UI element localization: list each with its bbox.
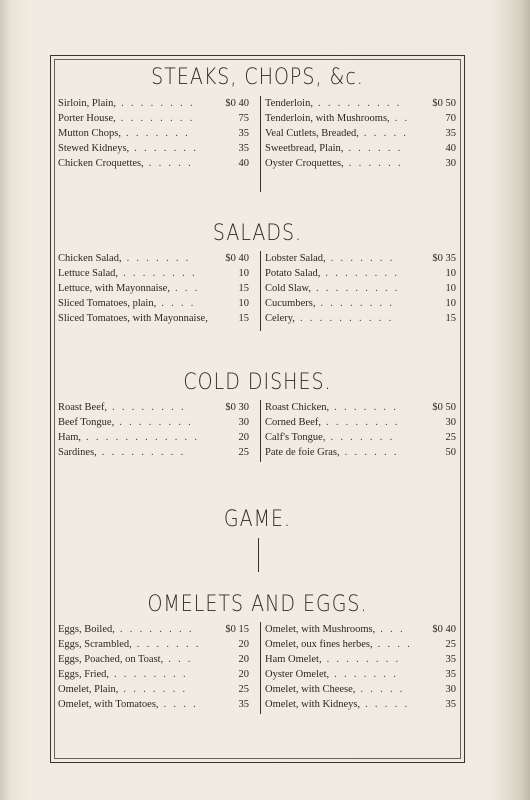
menu-item-name: Sirloin, Plain, (58, 98, 117, 109)
menu-item (265, 296, 460, 311)
column-divider (260, 96, 261, 192)
leader-dots: . . . . . . (348, 143, 403, 154)
menu-item (265, 126, 460, 141)
menu-item (58, 126, 253, 141)
section-title-omelets: OMELETS AND EGGS. (147, 591, 368, 617)
menu-item (265, 415, 460, 430)
menu-item-price: $0 35 (432, 253, 456, 264)
menu-item-name: Celery, (265, 313, 295, 324)
menu-item (265, 311, 460, 326)
menu-item-price: 35 (445, 654, 456, 665)
menu-item-name: Cold Slaw, (265, 283, 311, 294)
leader-dots: . . . (168, 654, 193, 665)
menu-item-price: 10 (445, 298, 456, 309)
leader-dots: . . . . . . . (334, 669, 399, 680)
menu-item-name: Omelet, with Kidneys, (265, 699, 361, 710)
leader-dots: . . . . . (365, 699, 410, 710)
menu-item-price: 35 (238, 128, 249, 139)
menu-item-name: Eggs, Scrambled, (58, 639, 132, 650)
section-title-cold-dishes: COLD DISHES. (183, 369, 332, 395)
leader-dots: . . . . (161, 298, 196, 309)
cold-left-column (58, 400, 253, 460)
leader-dots: . . . . . . . . (325, 417, 400, 428)
leader-dots: . . (394, 113, 410, 124)
leader-dots: . . . . . . . . . (316, 283, 400, 294)
section-cold-dishes (58, 400, 460, 464)
menu-item (265, 141, 460, 156)
section-steaks (58, 96, 460, 192)
column-divider (260, 400, 261, 462)
menu-item (58, 415, 253, 430)
menu-item-name: Roast Chicken, (265, 402, 330, 413)
menu-item-name: Cucumbers, (265, 298, 316, 309)
leader-dots: . . . . . . . . (119, 417, 194, 428)
menu-item-price: 10 (445, 268, 456, 279)
menu-item-price: $0 15 (225, 624, 249, 635)
column-divider (260, 251, 261, 331)
menu-item-price: 25 (445, 639, 456, 650)
menu-item-name: Omelet, with Cheese, (265, 684, 356, 695)
menu-item-price: 10 (445, 283, 456, 294)
menu-item (58, 156, 253, 171)
leader-dots: . . . . (377, 639, 413, 650)
menu-item-name: Eggs, Poached, on Toast, (58, 654, 164, 665)
section-title-salads: SALADS. (212, 220, 303, 246)
leader-dots: . . . . . . . (136, 639, 201, 650)
menu-item (265, 682, 460, 697)
menu-item (58, 667, 253, 682)
menu-item-price: 25 (238, 684, 249, 695)
menu-item-name: Omelet, oux fines herbes, (265, 639, 373, 650)
menu-item-price: 30 (445, 684, 456, 695)
leader-dots: . . . . . . . . . . . . (86, 432, 200, 443)
menu-item-price: $0 40 (225, 98, 249, 109)
menu-item-name: Tenderloin, with Mushrooms, (265, 113, 390, 124)
leader-dots: . . . . . . . (126, 253, 191, 264)
menu-item-name: Pate de foie Gras, (265, 447, 340, 458)
menu-item (58, 697, 253, 712)
menu-item-name: Lobster Salad, (265, 253, 326, 264)
menu-item-price: 20 (238, 432, 249, 443)
menu-item (265, 96, 460, 111)
cold-right-column (265, 400, 460, 460)
menu-item-name: Ham, (58, 432, 82, 443)
menu-item-price: 30 (445, 417, 456, 428)
menu-item-price: 25 (445, 432, 456, 443)
menu-item (265, 622, 460, 637)
leader-dots: . . . . . . . (334, 402, 399, 413)
leader-dots: . . . . . . . . . . (299, 313, 394, 324)
leader-dots: . . . . . . . . (120, 113, 195, 124)
leader-dots: . . . . . . . . (325, 268, 400, 279)
game-divider (258, 538, 259, 572)
menu-item-name: Omelet, with Tomatoes, (58, 699, 159, 710)
leader-dots: . . . . . . . . . (317, 98, 402, 109)
menu-item (58, 141, 253, 156)
menu-item-price: 35 (445, 128, 456, 139)
menu-item-price: 75 (238, 113, 249, 124)
leader-dots: . . . . (163, 699, 199, 710)
leader-dots: . . . . . . . (134, 143, 199, 154)
menu-item (58, 637, 253, 652)
menu-item-name: Veal Cutlets, Breaded, (265, 128, 359, 139)
menu-item-name: Chicken Salad, (58, 253, 122, 264)
menu-item (58, 96, 253, 111)
menu-item (58, 445, 253, 460)
leader-dots: . . . . . . . . (114, 669, 188, 680)
menu-item (58, 266, 253, 281)
menu-item-name: Lettuce, with Mayonnaise, (58, 283, 170, 294)
menu-item-name: Calf's Tongue, (265, 432, 326, 443)
menu-item-name: Eggs, Boiled, (58, 624, 115, 635)
leader-dots: . . . . . (148, 158, 194, 169)
menu-item-price: 20 (238, 669, 249, 680)
leader-dots: . . . . . (363, 128, 409, 139)
omelets-right-column (265, 622, 460, 712)
menu-item-price: 10 (238, 298, 249, 309)
menu-item-name: Eggs, Fried, (58, 669, 110, 680)
menu-item-price: 30 (445, 158, 456, 169)
menu-item-price: $0 30 (225, 402, 249, 413)
leader-dots: . . . . . . . . (119, 624, 194, 635)
menu-item-price: 10 (238, 268, 249, 279)
menu-item-price: $0 40 (225, 253, 249, 264)
menu-item-name: Sliced Tomatoes, with Mayonnaise, (58, 313, 208, 324)
menu-item-price: 35 (238, 699, 249, 710)
menu-item-name: Potato Salad, (265, 268, 321, 279)
menu-item (265, 266, 460, 281)
menu-item-price: 15 (238, 283, 249, 294)
menu-item (58, 400, 253, 415)
menu-item-name: Lettuce Salad, (58, 268, 119, 279)
leader-dots: . . . . . . . . (123, 268, 197, 279)
menu-item-price: 35 (238, 143, 249, 154)
leader-dots: . . . . . . (344, 447, 399, 458)
leader-dots: . . . (174, 283, 200, 294)
menu-item (58, 251, 253, 266)
leader-dots: . . . . . . . (330, 432, 395, 443)
menu-item-price: 40 (238, 158, 249, 169)
menu-item-price: 70 (445, 113, 456, 124)
leader-dots: . . . . . . . . (121, 98, 195, 109)
menu-item (265, 430, 460, 445)
menu-item-name: Stewed Kidneys, (58, 143, 130, 154)
menu-item (265, 111, 460, 126)
section-title-game: GAME. (223, 506, 292, 532)
section-salads (58, 251, 460, 331)
leader-dots: . . . . . . (348, 158, 403, 169)
omelets-left-column (58, 622, 253, 712)
menu-item-price: 25 (238, 447, 249, 458)
menu-item-price: 15 (445, 313, 456, 324)
menu-item-price: $0 40 (432, 624, 456, 635)
menu-item (58, 430, 253, 445)
leader-dots: . . . . . (360, 684, 405, 695)
menu-item-price: 50 (445, 447, 456, 458)
menu-item-price: $0 50 (432, 98, 456, 109)
leader-dots: . . . . . . . . . (101, 447, 186, 458)
menu-item-name: Beef Tongue, (58, 417, 115, 428)
menu-item-name: Ham Omelet, (265, 654, 322, 665)
menu-item (265, 697, 460, 712)
menu-item (265, 400, 460, 415)
menu-item-price: 20 (238, 654, 249, 665)
menu-item (265, 251, 460, 266)
menu-item-name: Oyster Croquettes, (265, 158, 344, 169)
salads-left-column (58, 251, 253, 326)
leader-dots: . . . . . . . (126, 128, 191, 139)
menu-item (58, 622, 253, 637)
leader-dots: . . . . . . . . (112, 402, 186, 413)
menu-item-name: Omelet, Plain, (58, 684, 119, 695)
menu-item-name: Sardines, (58, 447, 97, 458)
menu-item (265, 445, 460, 460)
leader-dots: . . . . . . . . (326, 654, 401, 665)
steaks-right-column (265, 96, 460, 171)
steaks-left-column (58, 96, 253, 171)
menu-item (58, 281, 253, 296)
menu-item (58, 311, 253, 326)
menu-item (58, 111, 253, 126)
menu-item-name: Mutton Chops, (58, 128, 122, 139)
menu-item-price: 40 (445, 143, 456, 154)
leader-dots: . . . (380, 624, 405, 635)
menu-item (265, 667, 460, 682)
menu-item (265, 281, 460, 296)
section-omelets (58, 622, 460, 714)
menu-item-price: $0 50 (432, 402, 456, 413)
menu-item-name: Omelet, with Mushrooms, (265, 624, 376, 635)
menu-item-price: 35 (445, 669, 456, 680)
menu-item-name: Roast Beef, (58, 402, 107, 413)
menu-item-price: 35 (445, 699, 456, 710)
menu-item (58, 652, 253, 667)
menu-item-name: Chicken Croquettes, (58, 158, 144, 169)
menu-item-name: Corned Beef, (265, 417, 321, 428)
menu-item-name: Tenderloin, (265, 98, 313, 109)
column-divider (260, 622, 261, 714)
menu-item (265, 652, 460, 667)
salads-right-column (265, 251, 460, 326)
menu-item-name: Oyster Omelet, (265, 669, 330, 680)
section-title-steaks: STEAKS, CHOPS, &c. (151, 64, 364, 90)
menu-item-name: Sweetbread, Plain, (265, 143, 344, 154)
leader-dots: . . . . . . . (123, 684, 188, 695)
menu-item-price: 20 (238, 639, 249, 650)
menu-item (265, 156, 460, 171)
menu-item-price: 30 (238, 417, 249, 428)
menu-item (58, 682, 253, 697)
menu-item (265, 637, 460, 652)
leader-dots: . . . . . . . (330, 253, 395, 264)
menu-item-price: 15 (238, 313, 249, 324)
menu-item-name: Porter House, (58, 113, 116, 124)
leader-dots: . . . . . . . . (320, 298, 395, 309)
menu-item-name: Sliced Tomatoes, plain, (58, 298, 157, 309)
menu-item (58, 296, 253, 311)
